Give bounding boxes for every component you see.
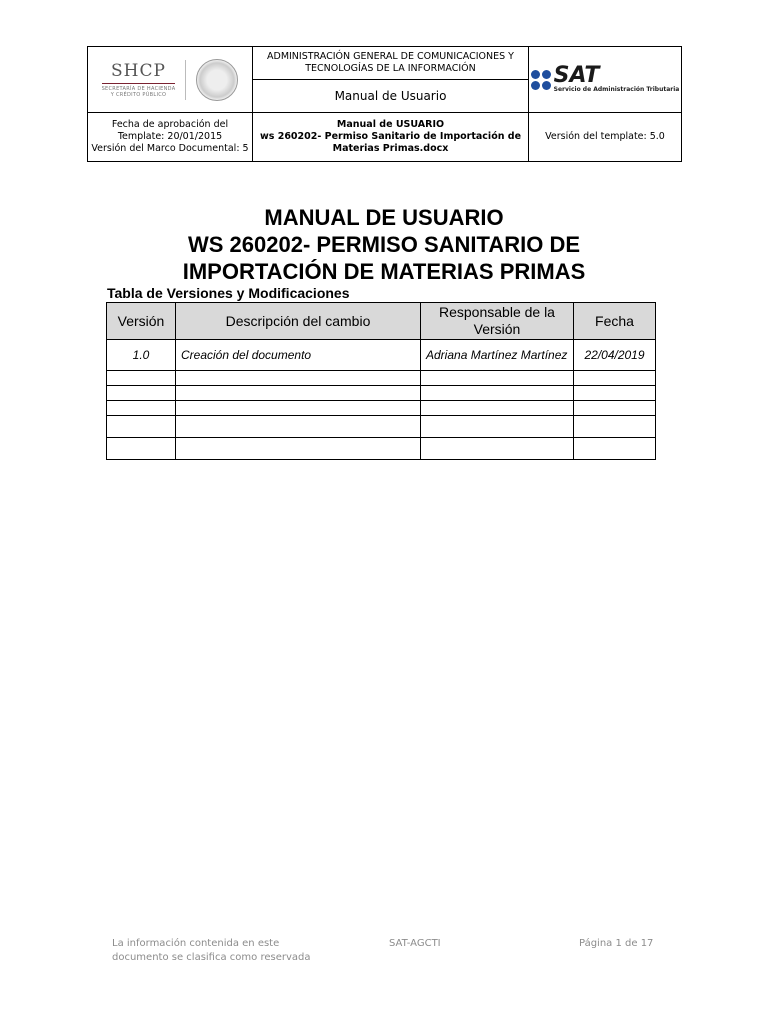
versions-table	[106, 302, 656, 460]
header-version: Versión	[107, 303, 176, 340]
cell-description: Creación del documento	[176, 340, 421, 371]
shcp-logo-sub1: SECRETARÍA DE HACIENDA	[101, 86, 176, 92]
shcp-logo-cell	[88, 47, 253, 113]
approval-info-cell	[88, 113, 253, 162]
table-row-empty	[107, 416, 656, 438]
sat-logo-text: SAT	[553, 63, 600, 88]
table-row-empty	[107, 386, 656, 401]
admin-line-2: TECNOLOGÍAS DE LA INFORMACIÓN	[305, 63, 476, 74]
table-row-empty	[107, 401, 656, 416]
document-header-table	[87, 46, 682, 162]
admin-title-cell	[253, 47, 529, 80]
document-title-line-3: IMPORTACIÓN DE MATERIAS PRIMAS	[182, 259, 586, 284]
footer-page-number: Página 1 de 17	[579, 938, 654, 949]
table-row-empty	[107, 438, 656, 460]
approval-line-3: Versión del Marco Documental: 5	[91, 143, 249, 154]
shcp-logo-rule	[102, 83, 176, 84]
document-title-line-1: MANUAL DE USUARIO	[264, 205, 504, 230]
versions-table-caption: Tabla de Versiones y Modificaciones	[107, 285, 350, 301]
table-row	[107, 340, 656, 371]
sat-logo-cell	[529, 47, 682, 113]
versions-table-header	[107, 303, 656, 340]
manual-label-cell: Manual de Usuario	[253, 80, 529, 113]
header-date: Fecha	[574, 303, 656, 340]
doc-line-1: Manual de USUARIO	[336, 119, 445, 130]
doc-line-2: ws 260202- Permiso Sanitario de Importación de	[259, 131, 522, 142]
cell-date: 22/04/2019	[574, 340, 656, 371]
document-name-cell	[253, 113, 529, 162]
approval-line-1: Fecha de aprobación del	[111, 119, 229, 130]
header-description: Descripción del cambio	[176, 303, 421, 340]
national-seal-icon	[196, 59, 238, 101]
doc-line-3: Materias Primas.docx	[332, 143, 449, 154]
logo-divider	[185, 60, 186, 100]
table-row-empty	[107, 371, 656, 386]
shcp-logo-text: SHCP	[111, 61, 166, 81]
footer-classification	[112, 937, 310, 965]
sat-logo-sub: Servicio de Administración Tributaria	[553, 86, 680, 93]
footer-center: SAT-AGCTI	[389, 938, 441, 949]
template-version-cell: Versión del template: 5.0	[529, 113, 682, 162]
cell-version: 1.0	[107, 340, 176, 371]
shcp-logo-sub2: Y CRÉDITO PÚBLICO	[110, 92, 167, 98]
admin-line-1: ADMINISTRACIÓN GENERAL DE COMUNICACIONES Y	[267, 51, 514, 62]
header-responsible: Responsable de la Versión	[421, 303, 574, 340]
footer-classification-line-2: documento se clasifica como reservada	[112, 952, 311, 963]
footer-classification-line-1: La información contenida en este	[112, 938, 280, 949]
document-title-line-2: WS 260202- PERMISO SANITARIO DE	[187, 232, 580, 257]
shcp-logo	[88, 59, 252, 101]
sat-dots-icon	[531, 70, 551, 90]
approval-line-2: Template: 20/01/2015	[117, 131, 223, 142]
cell-responsible: Adriana Martínez Martínez	[421, 340, 574, 371]
sat-logo	[529, 63, 681, 93]
